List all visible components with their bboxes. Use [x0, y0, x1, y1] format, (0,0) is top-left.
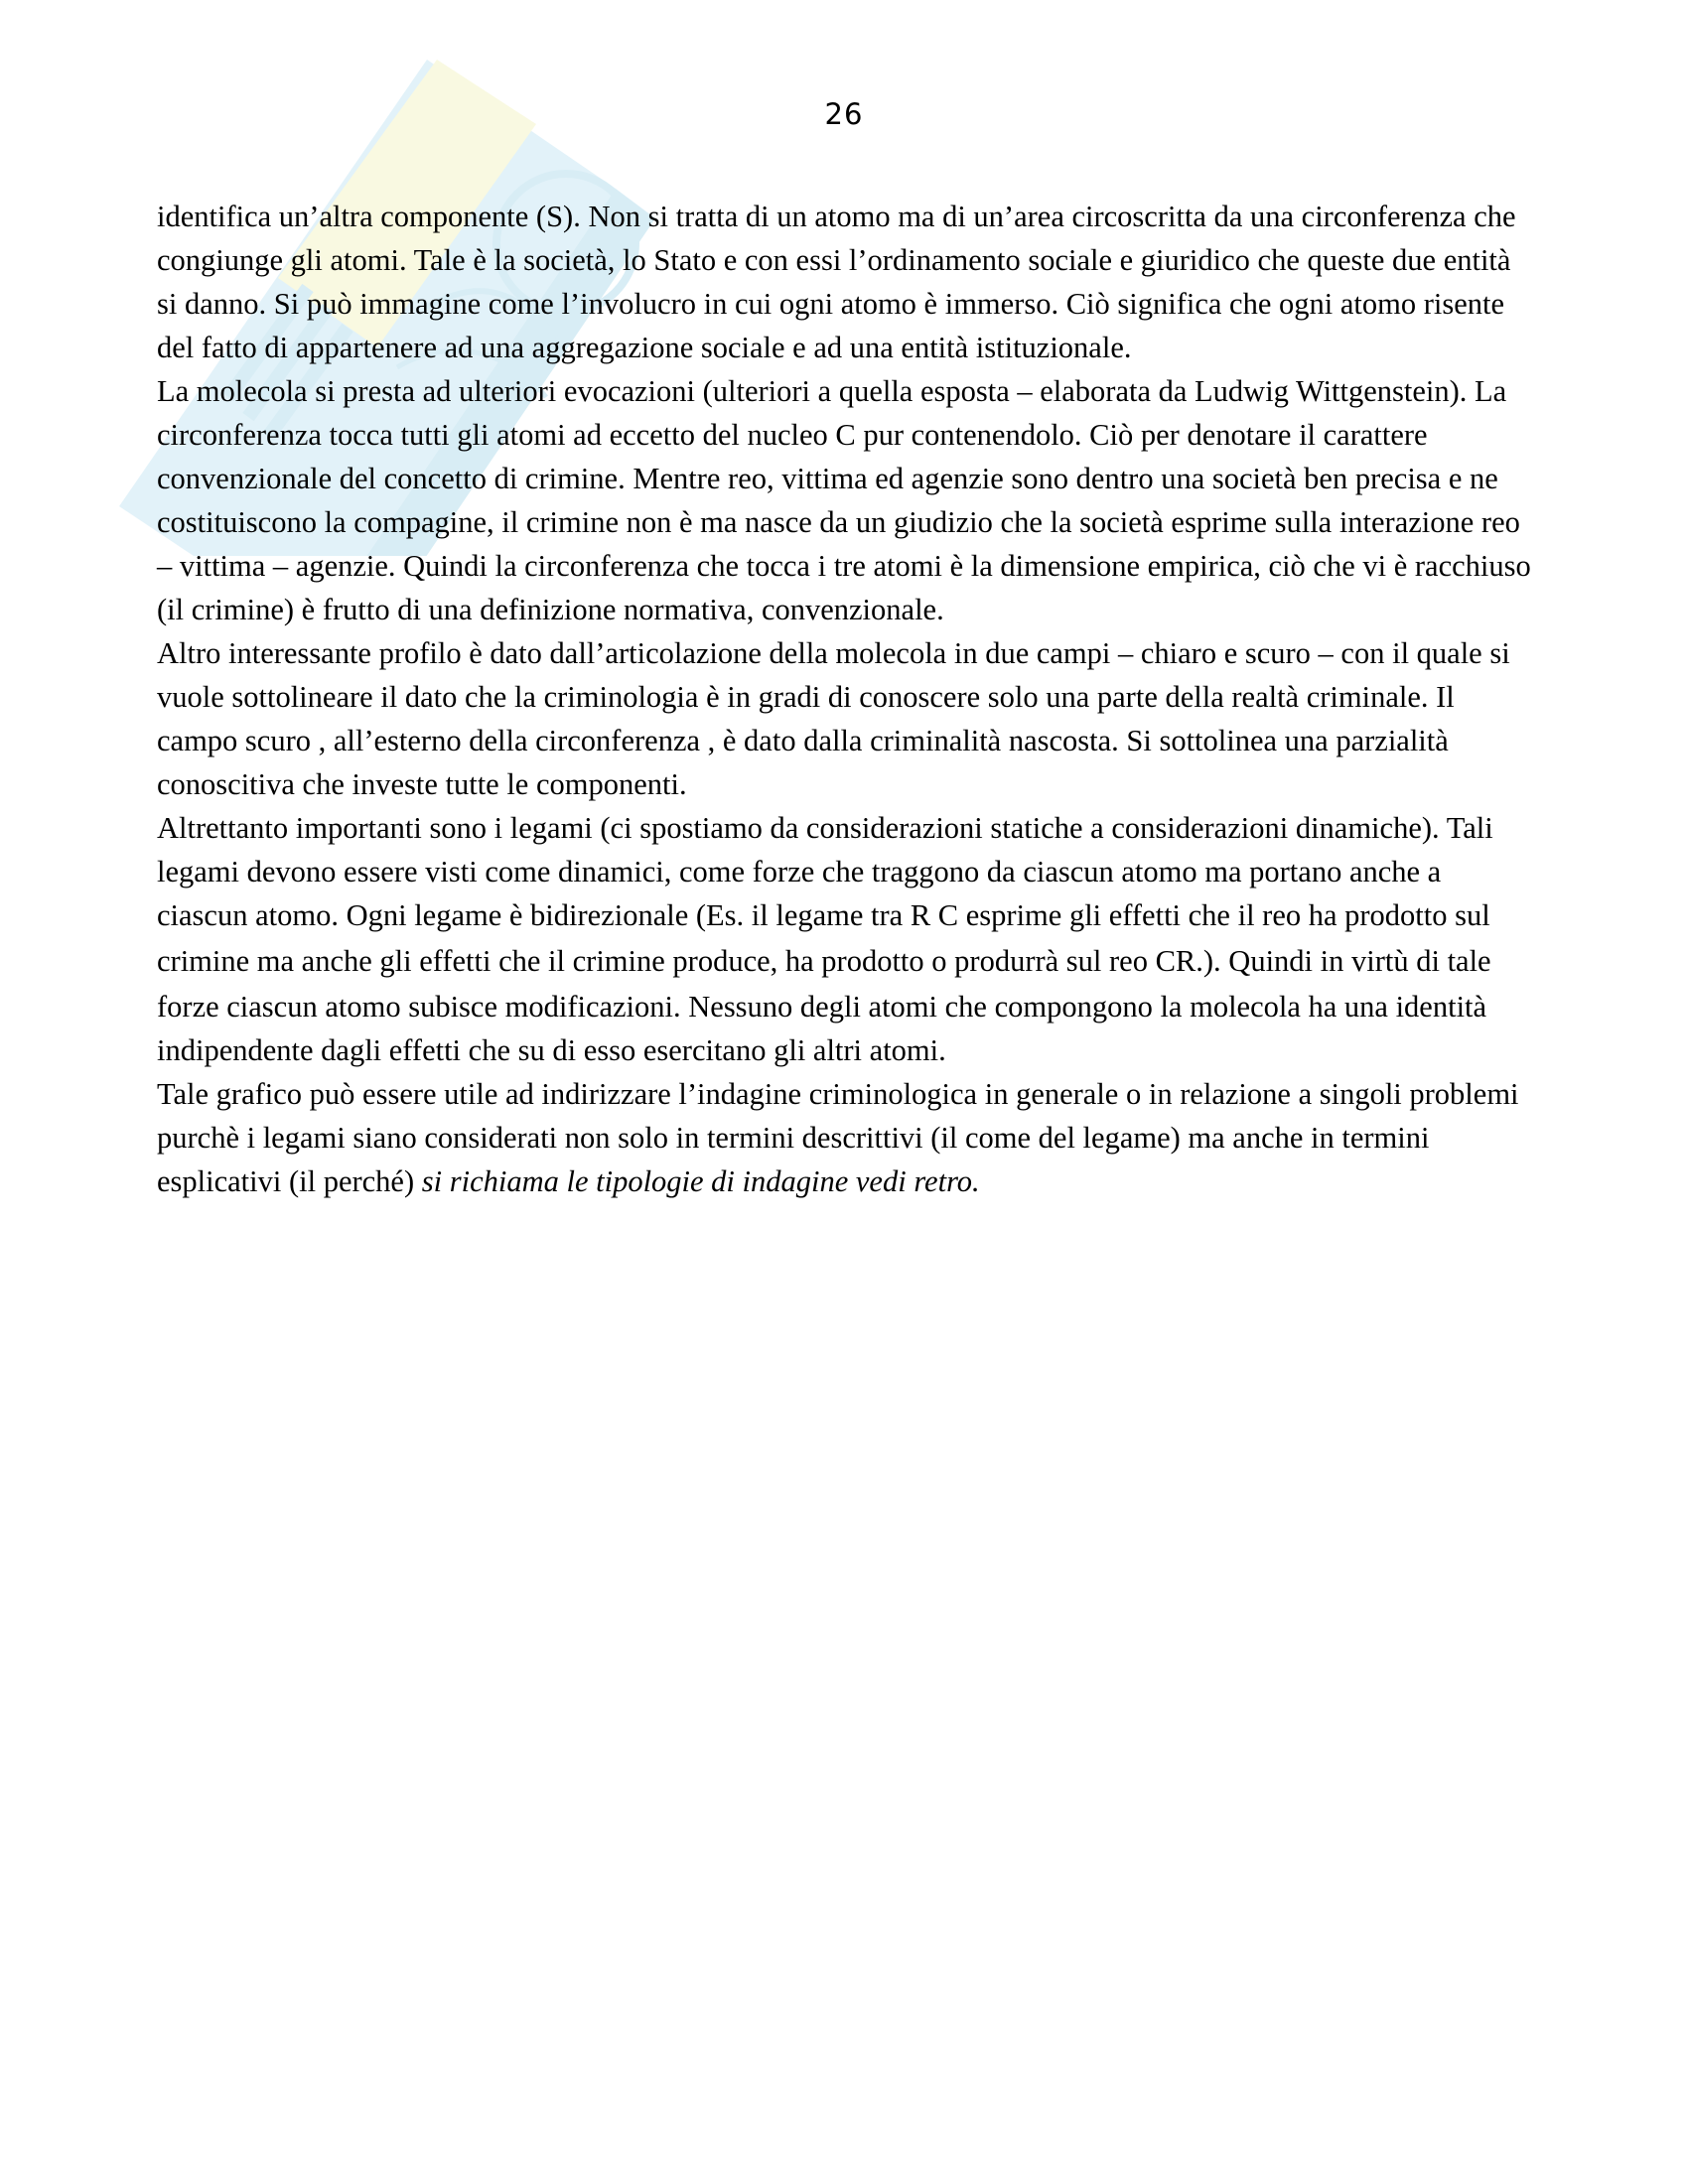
bonds-text-part2: C esprime gli effetti che il reo ha prodotto sul crimine ma anche gli effetti che il crimine produce, ha prodotto o produrrà sul reo C [157, 898, 1490, 978]
paragraph-light-dark-fields: Altro interessante profilo è dato dall’articolazione della molecola in due campi – chiaro e scuro – con il quale si vuole sottolineare il dato che la criminologia è in gradi di conoscere solo una parte della realtà criminale. Il campo scuro , all’esterno della circonferenza , è dato dalla criminalità nascosta. Si sottolinea una parzialità conoscitiva che investe tutte le componenti. [157, 636, 1510, 801]
graph-italic-note: si richiama le tipologie di indagine vedi retro. [421, 1164, 980, 1198]
paragraph-bonds [157, 806, 1537, 1072]
paragraph-graph-usefulness [157, 1072, 1537, 1205]
graph-text-part1: Tale grafico può essere utile ad indirizzare l’indagine criminologica in generale o in relazione a singoli problemi purchè i legami siano considerati non solo in termini descrittivi (il come del legame) ma anche in termini esplicativi (il perché) [157, 1077, 1519, 1198]
document-body [157, 195, 1537, 1205]
bonds-text-part1: Altrettanto importanti sono i legami (ci spostiamo da considerazioni statiche a considerazioni dinamiche). Tali legami devono essere visti come dinamici, come forze che traggono da ciascun atomo ma portano anche a ciascun atomo. Ogni legame è bidirezionale (Es. il legame tra R [157, 811, 1493, 932]
paragraph-molecule-evocations: La molecola si presta ad ulteriori evocazioni (ulteriori a quella esposta – elaborata da Ludwig Wittgenstein). La circonferenza tocca tutti gli atomi ad eccetto del nucleo C pur contenendolo. Ciò per denotare il carattere convenzionale del concetto di crimine. Mentre reo, vittima ed agenzie sono dentro una società ben precisa e ne costituiscono la compagine, il crimine non è ma nasce da un giudizio che la società esprime sulla interazione reo – vittima – agenzie. Quindi la circonferenza che tocca i tre atomi è la dimensione empirica, ciò che vi è racchiuso (il crimine) è frutto di una definizione normativa, convenzionale. [157, 374, 1531, 626]
paragraph-society: identifica un’altra componente (S). Non si tratta di un atomo ma di un’area circoscritta da una circonferenza che congiunge gli atomi. Tale è la società, lo Stato e con essi l’ordinamento sociale e giuridico che queste due entità si danno. Si può immagine come l’involucro in cui ogni atomo è immerso. Ciò significa che ogni atomo risente del fatto di appartenere ad una aggregazione sociale e ad una entità istituzionale. [157, 200, 1516, 364]
bonds-text-part3: R.). Quindi in virtù di tale forze ciascun atomo subisce modificazioni. Nessuno degli atomi che compongono la molecola ha una identità indipendente dagli effetti che su di esso esercitano gli altri atomi. [157, 944, 1491, 1067]
page-number: 26 [824, 97, 864, 131]
